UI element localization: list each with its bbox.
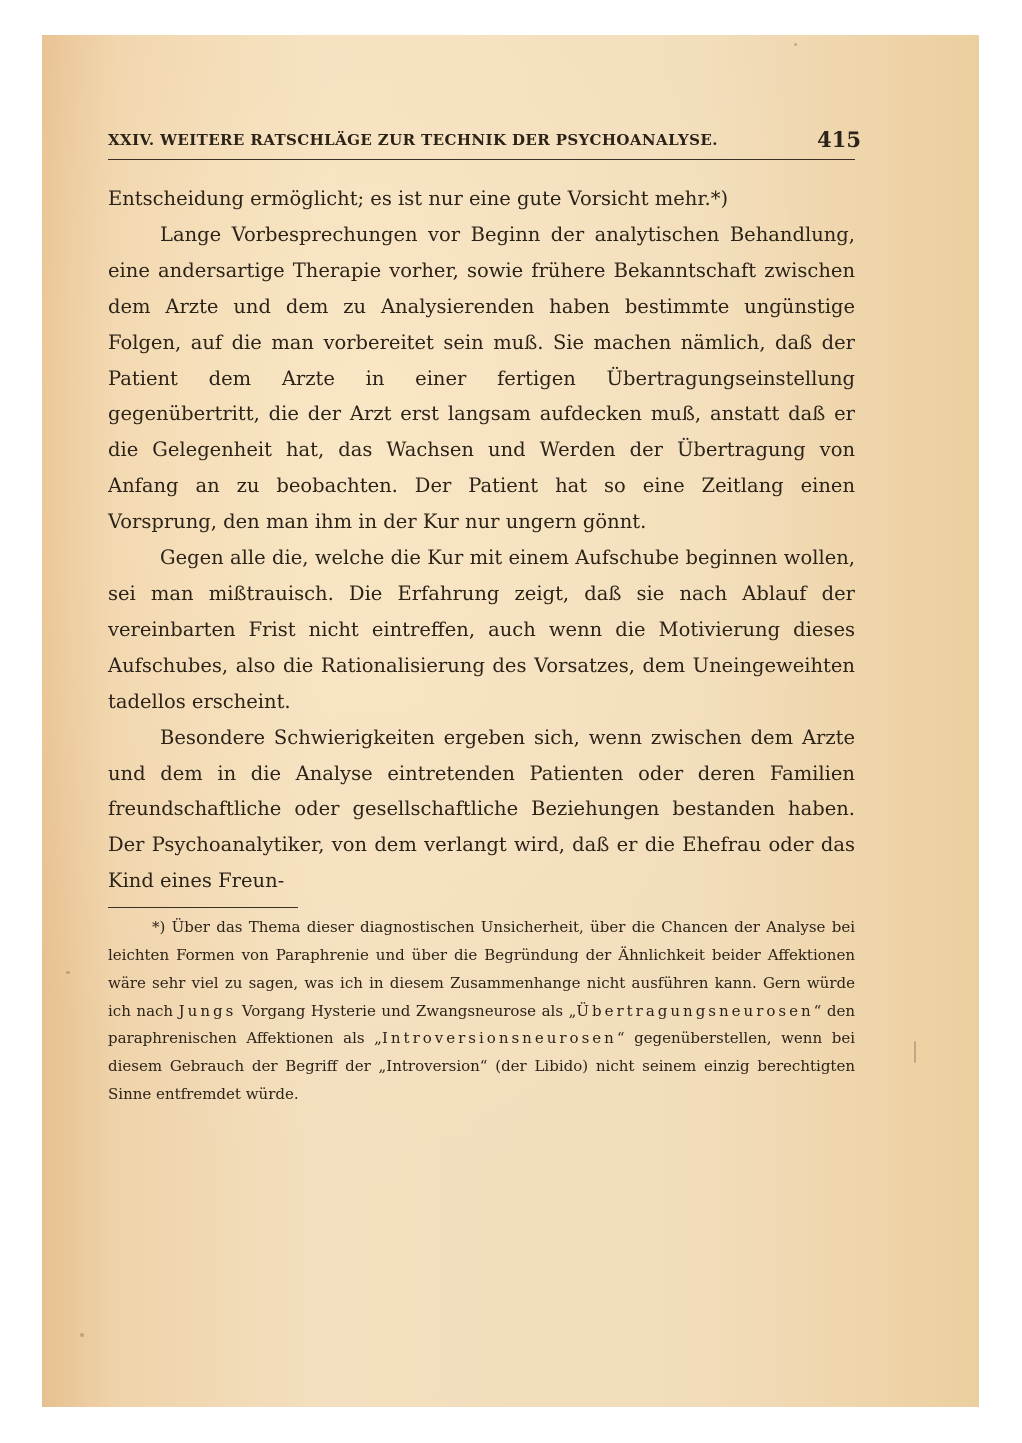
paragraph: Besondere Schwierigkeiten ergeben sich, wenn zwischen dem Arzte und dem in die Analyse eintretenden Patienten oder deren Familien freundschaftliche oder gesellschaftliche Beziehungen bestanden haben. Der Psychoanalytiker, von dem verlangt wird, daß er die Ehefrau oder das Kind eines Freun- xyxy=(108,725,855,893)
footnote-text: “ den paraphrenischen Affektionen als „ xyxy=(108,1001,856,1048)
body-text xyxy=(108,181,855,899)
page-content xyxy=(108,125,861,1109)
ink-speck xyxy=(794,43,797,46)
paragraph: Entscheidung ermöglicht; es ist nur eine gute Vorsicht mehr.*) xyxy=(108,187,729,210)
footnote-text: *) Über das Thema dieser diagnostischen Unsicherheit, über die Chancen der Analyse bei leichten Formen von Paraphrenie und über die Begründung der Ähnlichkeit beider Affektionen wäre sehr viel zu sagen, was ich in diesem Zusammenhange nicht ausführen kann. Gern würde ich nach xyxy=(108,918,855,1020)
chapter-title: XXIV. WEITERE RATSCHLÄGE ZUR TECHNIK DER PSYCHOANALYSE. xyxy=(108,131,718,149)
footnote xyxy=(108,914,855,1109)
footnote-term: Übertragungsneurosen xyxy=(576,1001,814,1020)
footnote-text: Vorgang Hysterie und Zwangsneurose als „ xyxy=(236,1001,577,1020)
paragraph: Gegen alle die, welche die Kur mit einem Aufschube beginnen wollen, sei man mißtrauisch. Die Erfahrung zeigt, daß sie nach Ablauf der vereinbarten Frist nicht eintreffen, auch wenn die Motivierung dieses Aufschubes, also die Rationalisierung des Vorsatzes, dem Uneingeweihten tadellos erscheint. xyxy=(108,546,855,713)
footnote-text: “ gegenüberstellen, wenn bei diesem Gebrauch der Begriff der „Introversion“ (der Libido) nicht seinem einzig berechtigten Sinne entfremdet würde. xyxy=(108,1029,855,1103)
footnote-term: Introversionsneurosen xyxy=(381,1029,617,1048)
paragraph: Lange Vorbesprechungen vor Beginn der analytischen Behandlung, eine andersartige Therapie vorher, sowie frühere Bekanntschaft zwischen dem Arzte und dem zu Analysierenden haben bestimmte ungünstige Folgen, auf die man vorbereitet sein muß. Sie machen nämlich, daß der Patient dem Arzte in einer fertigen Übertragungseinstellung gegenübertritt, die der Arzt erst langsam aufdecken muß, anstatt daß er die Gelegenheit hat, das Wachsen und Werden der Übertragung von Anfang an zu beobachten. Der Patient hat so eine Zeitlang einen Vorsprung, den man ihm in der Kur nur ungern gönnt. xyxy=(108,222,855,534)
ink-speck xyxy=(66,971,70,974)
scanned-page xyxy=(42,35,979,1407)
footnote-separator xyxy=(108,907,298,908)
ink-speck xyxy=(80,1333,84,1337)
running-header xyxy=(108,125,861,160)
ink-speck xyxy=(914,1041,916,1063)
page-number: 415 xyxy=(817,127,861,152)
footnote-author-name: Jungs xyxy=(178,1001,237,1020)
